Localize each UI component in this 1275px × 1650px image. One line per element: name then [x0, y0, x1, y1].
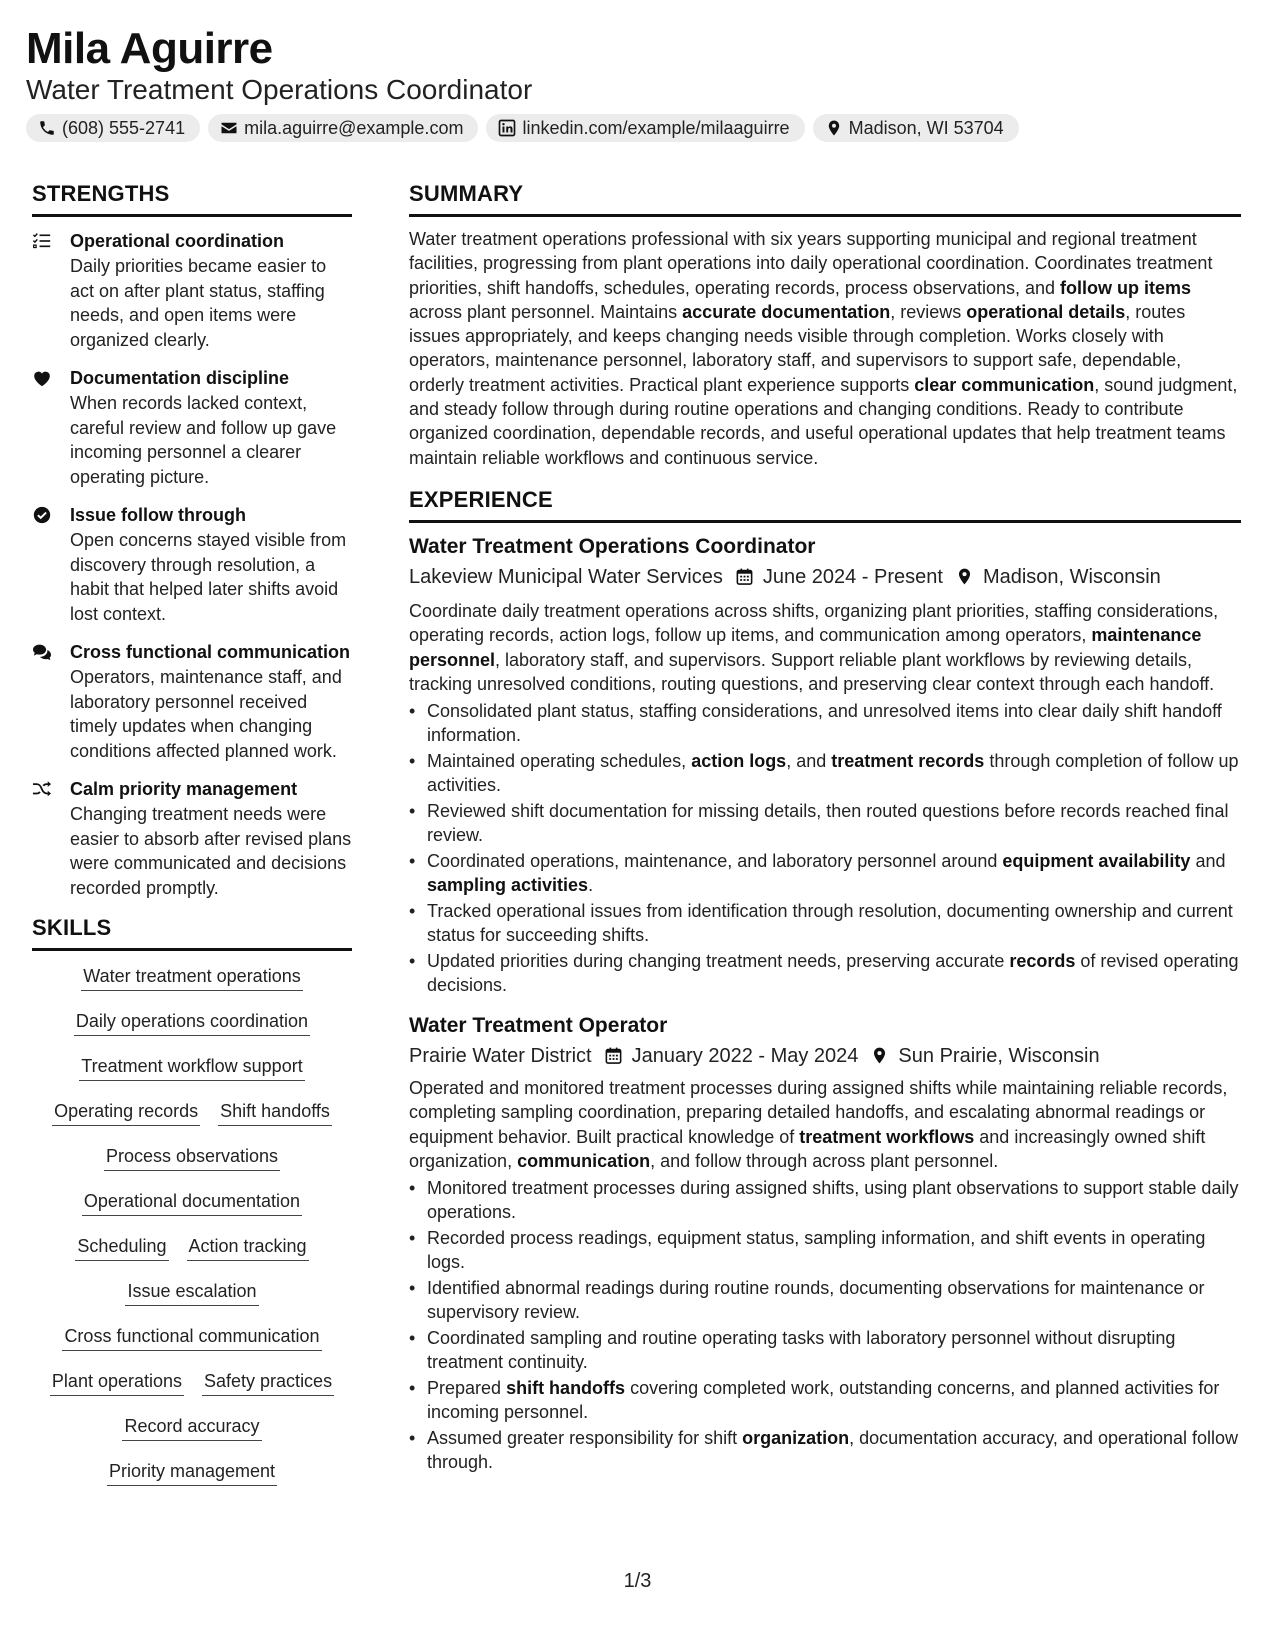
bullet-item — [409, 749, 1241, 798]
skill-tag: Shift handoffs — [218, 1096, 332, 1126]
text-run: Maintained operating schedules, — [427, 750, 692, 771]
experience-heading: EXPERIENCE — [409, 486, 1241, 523]
bullet-item — [409, 1176, 1241, 1225]
text-run: , routes issues appropriately, and keeps changing needs visible through completion. Works closely with operators, maintenance personnel, laboratory staff, and supervisors to support safe, dependable, orderly treatment activities. Practical plant experience supports — [409, 301, 1186, 395]
skill-row — [32, 1456, 352, 1501]
skill-tag: Plant operations — [50, 1366, 184, 1396]
location-pin-icon — [955, 567, 974, 586]
contact-location — [813, 114, 1019, 142]
candidate-title: Water Treatment Operations Coordinator — [26, 74, 533, 105]
job-meta — [409, 1042, 1241, 1070]
skill-row — [32, 1096, 352, 1141]
email-text: mila.aguirre@example.com — [244, 117, 464, 138]
text-run: through completion of follow up activities. — [427, 750, 1239, 796]
bullet-item — [409, 949, 1241, 998]
job-location: Sun Prairie, Wisconsin — [898, 1044, 1100, 1067]
contact-bar — [26, 114, 1019, 142]
skill-tag: Process observations — [104, 1141, 280, 1171]
job-company: Prairie Water District — [409, 1044, 592, 1067]
skill-tag: Scheduling — [75, 1231, 168, 1261]
strength-title: Documentation discipline — [70, 368, 290, 388]
strength-item — [32, 229, 352, 352]
location-text: Madison, WI 53704 — [848, 117, 1004, 138]
bullet-item — [409, 699, 1241, 748]
text-run: Coordinate daily treatment operations across shifts, organizing plant priorities, staffing considerations, operating records, action logs, follow up items, and communication among operators, — [409, 600, 1219, 646]
text-run: Monitored treatment processes during assigned shifts, using plant observations to support stable daily operations. — [427, 1177, 1239, 1223]
job-meta — [409, 563, 1241, 591]
skill-row — [32, 1051, 352, 1096]
job-entry — [409, 533, 1241, 998]
text-run: , and follow through across plant personnel. — [650, 1151, 999, 1172]
bold-phrase: communication — [517, 1151, 651, 1172]
strength-desc: Changing treatment needs were easier to absorb after revised plans were communicated and decisions recorded promptly. — [70, 804, 352, 898]
page-number: 1/3 — [623, 1570, 652, 1592]
skill-tag: Priority management — [107, 1456, 277, 1486]
bold-phrase: organization — [742, 1427, 850, 1448]
calendar-icon — [735, 567, 754, 586]
skill-row — [32, 1141, 352, 1186]
summary-heading: SUMMARY — [409, 180, 1241, 217]
text-run: and — [1190, 850, 1226, 871]
bold-phrase: follow up items — [1060, 277, 1192, 298]
skill-row — [32, 1186, 352, 1231]
text-run: , laboratory staff, and supervisors. Support reliable plant workflows by reviewing details, tracking unresolved conditions, routing questions, and preserving clear context through each handoff. — [409, 649, 1215, 695]
text-run: , sound judgment, and steady follow through during routine operations and changing conditions. Ready to contribute organized coordination, dependable records, and useful operational updates that help treatment teams maintain reliable workflows and continuous service. — [409, 374, 1238, 468]
skill-row — [32, 961, 352, 1006]
bullet-item — [409, 1226, 1241, 1275]
text-run: Consolidated plant status, staffing considerations, and unresolved items into clear daily shift handoff information. — [427, 700, 1222, 746]
strength-item — [32, 366, 352, 489]
text-run: Coordinated sampling and routine operating tasks with laboratory personnel without disrupting treatment continuity. — [427, 1327, 1176, 1373]
right-column — [409, 180, 1241, 1476]
linkedin-text: linkedin.com/example/milaaguirre — [522, 117, 790, 138]
summary-text — [409, 227, 1241, 470]
strength-title: Operational coordination — [70, 231, 285, 251]
bullet-item — [409, 799, 1241, 848]
skills-list — [32, 961, 352, 1501]
strengths-heading: STRENGTHS — [32, 180, 352, 217]
strength-item — [32, 777, 352, 900]
linkedin-icon — [498, 119, 516, 137]
skill-tag: Action tracking — [187, 1231, 309, 1261]
text-run: Identified abnormal readings during routine rounds, documenting observations for maintenance or supervisory review. — [427, 1277, 1205, 1323]
text-run: and increasingly owned shift organization, — [409, 1126, 1206, 1172]
skills-heading: SKILLS — [32, 914, 352, 951]
text-run: Operated and monitored treatment processes during assigned shifts while maintaining reliable records, completing sampling coordination, preparing detailed handoffs, and escalating abnormal readings or equipment behavior. Built practical knowledge of — [409, 1077, 1228, 1147]
comments-icon — [32, 643, 52, 661]
bold-phrase: equipment availability — [1002, 850, 1191, 871]
bold-phrase: action logs — [691, 750, 787, 771]
text-run: covering completed work, outstanding concerns, and planned activities for incoming personnel. — [427, 1377, 1220, 1423]
bold-phrase: clear communication — [914, 374, 1095, 395]
heart-icon — [32, 369, 52, 387]
bullet-item — [409, 1426, 1241, 1475]
strength-item — [32, 503, 352, 626]
text-run: Coordinated operations, maintenance, and laboratory personnel around — [427, 850, 1003, 871]
job-location: Madison, Wisconsin — [982, 565, 1161, 588]
skill-tag: Record accuracy — [122, 1411, 261, 1441]
strength-title: Issue follow through — [70, 505, 246, 525]
bold-phrase: treatment records — [831, 750, 985, 771]
strength-desc: Operators, maintenance staff, and laboratory personnel received timely updates when changing conditions affected planned work. — [70, 667, 342, 761]
text-run: Updated priorities during changing treatment needs, preserving accurate — [427, 950, 1010, 971]
skill-row — [32, 1006, 352, 1051]
job-bullets — [409, 1176, 1241, 1475]
contact-email[interactable] — [208, 114, 478, 142]
text-run: . — [588, 875, 594, 896]
job-description — [409, 599, 1241, 697]
text-run: Recorded process readings, equipment status, sampling information, and shift events in operating logs. — [427, 1227, 1206, 1273]
text-run: , and — [786, 750, 832, 771]
skill-row — [32, 1231, 352, 1276]
strength-title: Calm priority management — [70, 779, 298, 799]
job-dates: January 2022 - May 2024 — [631, 1044, 859, 1067]
skill-tag: Operating records — [52, 1096, 200, 1126]
job-company: Lakeview Municipal Water Services — [409, 565, 723, 588]
bold-phrase: records — [1009, 950, 1076, 971]
text-run: Assumed greater responsibility for shift — [427, 1427, 743, 1448]
checklist-icon — [32, 232, 52, 250]
skill-row — [32, 1321, 352, 1366]
bullet-item — [409, 899, 1241, 948]
text-run: across plant personnel. Maintains — [409, 301, 683, 322]
bullet-item — [409, 1326, 1241, 1375]
job-entry — [409, 1012, 1241, 1475]
bold-phrase: treatment workflows — [799, 1126, 975, 1147]
strength-title: Cross functional communication — [70, 642, 351, 662]
strengths-list — [32, 229, 352, 900]
contact-linkedin[interactable] — [486, 114, 804, 142]
skill-tag: Water treatment operations — [81, 961, 302, 991]
bold-phrase: accurate documentation — [682, 301, 891, 322]
candidate-name: Mila Aguirre — [26, 24, 273, 73]
location-pin-icon — [870, 1046, 889, 1065]
job-bullets — [409, 699, 1241, 998]
skill-row — [32, 1276, 352, 1321]
bullet-item — [409, 849, 1241, 898]
phone-icon — [38, 119, 56, 137]
bold-phrase: shift handoffs — [506, 1377, 626, 1398]
strength-desc: When records lacked context, careful review and follow up gave incoming personnel a clearer operating picture. — [70, 393, 337, 487]
skill-row — [32, 1411, 352, 1456]
bold-phrase: maintenance personnel — [409, 625, 1202, 670]
bullet-item — [409, 1276, 1241, 1325]
strength-desc: Daily priorities became easier to act on after plant status, staffing needs, and open items were organized clearly. — [70, 256, 327, 350]
text-run: , reviews — [890, 301, 967, 322]
left-column — [32, 180, 352, 1501]
job-dates: June 2024 - Present — [762, 565, 943, 588]
skill-tag: Daily operations coordination — [74, 1006, 310, 1036]
calendar-icon — [604, 1046, 623, 1065]
text-run: of revised operating decisions. — [427, 950, 1239, 996]
location-pin-icon — [825, 119, 843, 137]
strength-desc: Open concerns stayed visible from discovery through resolution, a habit that helped later shifts avoid lost context. — [70, 530, 347, 624]
phone-text: (608) 555-2741 — [62, 117, 186, 138]
job-title: Water Treatment Operations Coordinator — [409, 534, 816, 558]
envelope-icon — [220, 119, 238, 137]
check-circle-icon — [32, 506, 52, 524]
contact-phone[interactable] — [26, 114, 200, 142]
bold-phrase: sampling activities — [427, 875, 589, 896]
skill-tag: Operational documentation — [82, 1186, 302, 1216]
job-title: Water Treatment Operator — [409, 1013, 668, 1037]
text-run: Tracked operational issues from identification through resolution, documenting ownership and current status for succeeding shifts. — [427, 900, 1233, 946]
job-description — [409, 1076, 1241, 1174]
shuffle-icon — [32, 780, 52, 798]
text-run: Prepared — [427, 1377, 507, 1398]
text-run: Water treatment operations professional with six years supporting municipal and regional treatment facilities, progressing from plant operations into daily operational coordination. Coordinates treatment priorities, shift handoffs, schedules, operating records, process observations, and — [409, 229, 1213, 298]
skill-tag: Issue escalation — [125, 1276, 258, 1306]
skill-row — [32, 1366, 352, 1411]
skill-tag: Cross functional communication — [62, 1321, 321, 1351]
bullet-item — [409, 1376, 1241, 1425]
strength-item — [32, 640, 352, 763]
text-run: , documentation accuracy, and operational follow through. — [427, 1427, 1239, 1473]
bold-phrase: operational details — [966, 301, 1126, 322]
text-run: Reviewed shift documentation for missing details, then routed questions before records reached final review. — [427, 800, 1229, 846]
skill-tag: Safety practices — [202, 1366, 334, 1396]
skill-tag: Treatment workflow support — [79, 1051, 304, 1081]
